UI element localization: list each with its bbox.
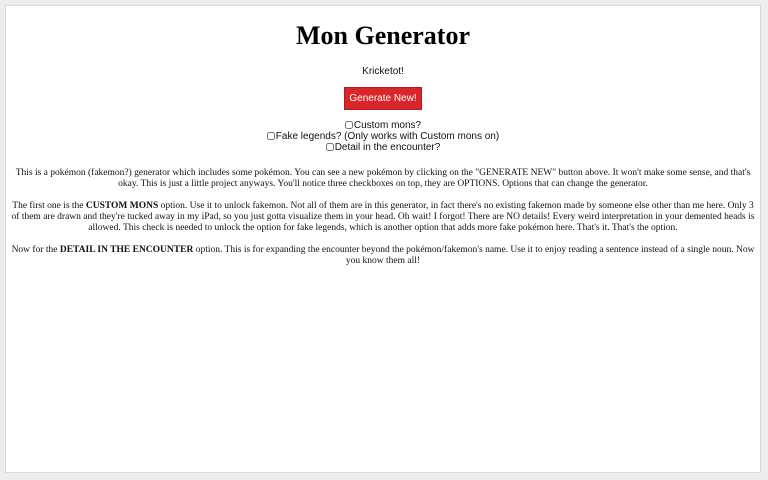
option-detail-encounter[interactable]	[6, 142, 760, 153]
generate-new-button[interactable]: Generate New!	[344, 87, 421, 110]
detail-encounter-bold: DETAIL IN THE ENCOUNTER	[59, 245, 194, 255]
generated-mon-text: Kricketot!	[362, 66, 404, 77]
detail-encounter-checkbox[interactable]	[326, 143, 334, 151]
option-fake-legends[interactable]	[6, 131, 760, 142]
fake-legends-label: Fake legends? (Only works with Custom mons on)	[275, 131, 500, 142]
detail-encounter-paragraph	[9, 245, 757, 267]
detail-encounter-paragraph-after: option. This is for expanding the encounter beyond the pokémon/fakemon's name. Use it to enjoy reading a sentence instead of a single noun. Now you know them all!	[193, 245, 755, 266]
detail-encounter-label: Detail in the encounter?	[334, 142, 441, 153]
custom-mons-paragraph-after: option. Use it to unlock fakemon. Not all of them are in this generator, in fact there's no existing fakemon made by someone else other than me here. Only 3 of them are drawn and they're tucked away in my iPad, so you just gotta visualize them in your head. Oh wait! I forgot! There are NO details! Every weird interpretation in your demented heads is allowed. This check is needed to unlock the option for fake legends, which is another option that adds more fake pokémon here. That's it. That's the option.	[11, 201, 755, 233]
option-custom-mons[interactable]	[6, 120, 760, 131]
intro-paragraph: This is a pokémon (fakemon?) generator which includes some pokémon. You can see a new pokémon by clicking on the "GENERATE NEW" button above. It won't make some sense, and that's okay. This is just a little project anyways. You'll notice three checkboxes on top, they are OPTIONS. Options that can change the generator.	[15, 168, 751, 189]
custom-mons-label: Custom mons?	[353, 120, 422, 131]
fake-legends-checkbox[interactable]	[267, 132, 275, 140]
custom-mons-checkbox[interactable]	[345, 121, 353, 129]
page-container	[5, 5, 761, 473]
custom-mons-bold: CUSTOM MONS	[85, 201, 159, 211]
detail-encounter-paragraph-before: Now for the	[11, 245, 60, 255]
custom-mons-paragraph-before: The first one is the	[12, 201, 86, 211]
page-title: Mon Generator	[295, 21, 470, 50]
options-group	[6, 120, 760, 153]
custom-mons-paragraph	[9, 201, 757, 234]
